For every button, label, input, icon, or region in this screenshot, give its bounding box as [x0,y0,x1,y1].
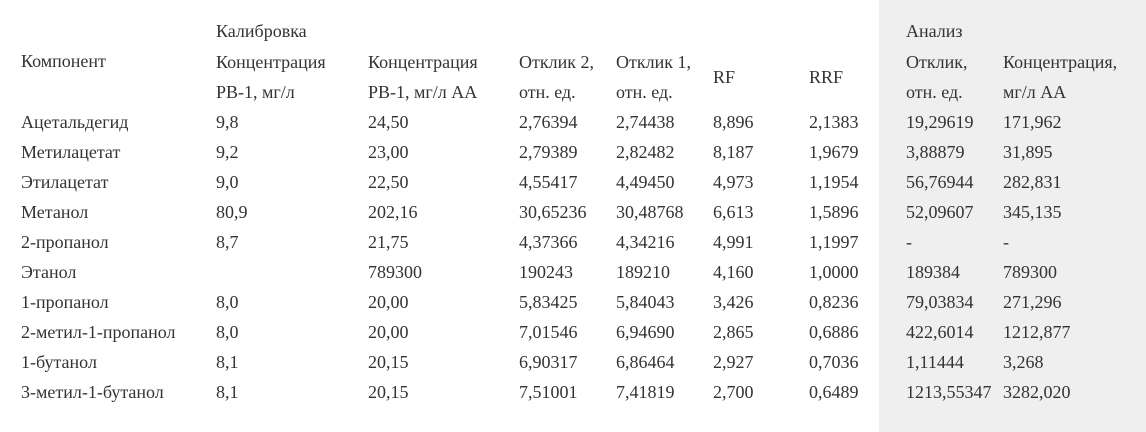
table-cell: 19,29619 [906,112,974,132]
table-cell: 24,50 [368,112,409,132]
table-cell: 30,48768 [616,202,684,222]
table-cell: 0,7036 [809,352,859,372]
table-row [0,227,1146,257]
table-cell: 8,0 [216,322,239,342]
column-header-7 [906,47,1003,107]
column-header-line-2: отн. ед. [519,82,576,102]
column-header-line-1: Отклик, [906,52,968,72]
column-header-2 [368,47,519,107]
table-cell: 4,160 [713,262,754,282]
table-cell: 3,426 [713,292,754,312]
table-row [0,167,1146,197]
table-cell: 52,09607 [906,202,974,222]
column-header-line-2: РВ-1, мг/л [216,82,295,102]
table-cell: 271,296 [1003,292,1062,312]
table-cell: 345,135 [1003,202,1062,222]
table-row [0,287,1146,317]
table-cell: 3,268 [1003,352,1044,372]
table-cell: 5,84043 [616,292,675,312]
analysis-header: Анализ [906,21,963,41]
table-cell: 1,1997 [809,232,859,252]
table-cell: 7,51001 [519,382,578,402]
table-cell: 6,90317 [519,352,578,372]
table-cell: 0,6886 [809,322,859,342]
table-row [0,347,1146,377]
table-cell: 2,74438 [616,112,675,132]
component-name-cell: Метанол [21,202,89,222]
table-cell: 1212,877 [1003,322,1071,342]
table-cell: 8,7 [216,232,239,252]
table-cell [216,257,368,287]
table-row [0,137,1146,167]
column-header-line-2: отн. ед. [616,82,673,102]
component-header: Компонент [21,51,106,71]
table-body [0,107,1146,407]
table-cell: 6,613 [713,202,754,222]
column-header-3 [519,47,616,107]
component-name-cell: 1-бутанол [21,352,97,372]
table-row [0,107,1146,137]
component-name-cell: Этилацетат [21,172,109,192]
table-cell: 8,1 [216,352,239,372]
table-cell: 5,83425 [519,292,578,312]
table-cell: 6,86464 [616,352,675,372]
table-cell: 3282,020 [1003,382,1071,402]
table-cell: 2,927 [713,352,754,372]
column-header-4 [616,47,713,107]
table-cell: 3,88879 [906,142,965,162]
component-name-cell: Ацетальдегид [21,112,129,132]
data-table [0,15,1146,407]
table-cell: 21,75 [368,232,409,252]
table-row [0,317,1146,347]
table-cell: 8,0 [216,292,239,312]
column-header-line-2: РВ-1, мг/л АА [368,82,478,102]
table-cell: 9,2 [216,142,239,162]
table-cell: 79,03834 [906,292,974,312]
column-header-5 [713,47,809,107]
table-cell: 2,76394 [519,112,578,132]
column-header-line-1: Отклик 2, [519,52,594,72]
column-header-line-1: Отклик 1, [616,52,691,72]
table-cell: 4,34216 [616,232,675,252]
table-cell: 20,15 [368,352,409,372]
table-cell: 2,1383 [809,112,859,132]
table-cell: 31,895 [1003,142,1053,162]
table-cell: 1,9679 [809,142,859,162]
table-cell: 23,00 [368,142,409,162]
column-header-line-1: Концентрация [216,52,326,72]
table-cell: 789300 [368,262,422,282]
table-cell: 9,0 [216,172,239,192]
column-header-line-1: Концентрация [368,52,478,72]
table-cell: 80,9 [216,202,248,222]
table-cell: - [1003,232,1009,252]
table-cell: 171,962 [1003,112,1062,132]
table-cell: 6,94690 [616,322,675,342]
table-row [0,377,1146,407]
table-cell: 20,00 [368,292,409,312]
calibration-header: Калибровка [216,21,307,41]
table-cell: 2,82482 [616,142,675,162]
component-name-cell: 1-пропанол [21,292,109,312]
table-cell: 1,5896 [809,202,859,222]
table-cell: 1213,55347 [906,382,992,402]
column-header-6 [809,47,906,107]
table-cell: 7,41819 [616,382,675,402]
table-cell: 30,65236 [519,202,587,222]
column-header-line-1: RF [713,67,736,87]
table-cell: 1,11444 [906,352,964,372]
table-cell: 4,973 [713,172,754,192]
table-cell: 2,79389 [519,142,578,162]
table-cell: 282,831 [1003,172,1062,192]
group-header-row [0,15,1146,47]
column-header-1 [216,47,368,107]
table-cell: 20,00 [368,322,409,342]
table-cell: 422,6014 [906,322,974,342]
column-header-line-2: отн. ед. [906,82,963,102]
component-name-cell: 2-метил-1-пропанол [21,322,176,342]
table-cell: 4,37366 [519,232,578,252]
table-cell: 2,865 [713,322,754,342]
table-cell: 189384 [906,262,960,282]
column-header-line-2: мг/л АА [1003,82,1067,102]
column-header-line-1: Концентрация, [1003,52,1118,72]
component-name-cell: 3-метил-1-бутанол [21,382,164,402]
table-cell: 1,1954 [809,172,859,192]
table-cell: 8,1 [216,382,239,402]
table-cell: 0,6489 [809,382,859,402]
table-cell: - [906,232,912,252]
component-name-cell: Метилацетат [21,142,121,162]
table-cell: 22,50 [368,172,409,192]
column-header-8 [1003,47,1146,107]
table-cell: 190243 [519,262,573,282]
table-cell: 56,76944 [906,172,974,192]
table-cell: 7,01546 [519,322,578,342]
table-cell: 20,15 [368,382,409,402]
table-cell: 4,49450 [616,172,675,192]
table-cell: 2,700 [713,382,754,402]
component-name-cell: 2-пропанол [21,232,109,252]
table-cell: 8,896 [713,112,754,132]
column-header-line-1: RRF [809,67,844,87]
table-cell: 189210 [616,262,670,282]
table-cell: 9,8 [216,112,239,132]
table-row [0,257,1146,287]
table-cell: 8,187 [713,142,754,162]
component-name-cell: Этанол [21,262,77,282]
table-cell: 0,8236 [809,292,859,312]
table-row [0,197,1146,227]
table-cell: 4,55417 [519,172,578,192]
table-cell: 1,0000 [809,262,859,282]
table-cell: 789300 [1003,262,1057,282]
table-cell: 4,991 [713,232,754,252]
table-cell: 202,16 [368,202,418,222]
